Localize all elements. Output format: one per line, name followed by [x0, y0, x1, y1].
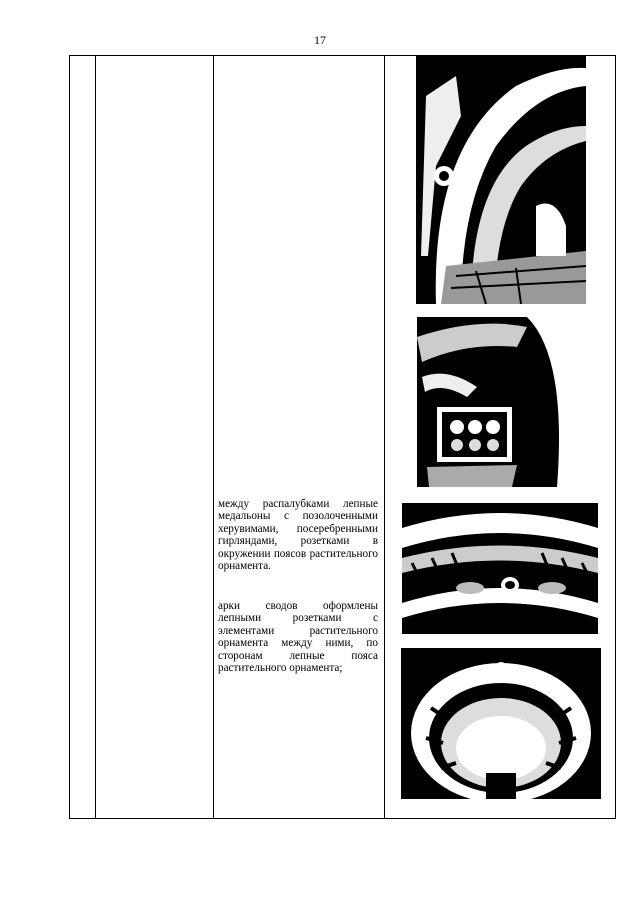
- photo-arched-vault: [416, 56, 586, 304]
- vault-frieze-photo-icon: [402, 503, 598, 634]
- photo-ornamented-pier: [417, 317, 583, 487]
- photo-vault-frieze: [402, 503, 598, 634]
- dome-interior-photo-icon: [401, 648, 601, 799]
- arched-vault-photo-icon: [416, 56, 586, 304]
- photo-dome-interior: [401, 648, 601, 799]
- description-paragraph-2: арки сводов оформлены лепными розетками с элементами растительного орнамента между ними, по сторонам лепные пояса растительного орнамента;: [218, 600, 378, 675]
- page-number: 17: [314, 33, 326, 47]
- column-divider-3: [384, 56, 385, 818]
- ornamented-pier-photo-icon: [417, 317, 583, 487]
- description-cell: [218, 498, 378, 572]
- description-cell-2: [218, 600, 378, 674]
- description-paragraph-1: между распалубками лепные медальоны с позолоченными херувимами, посеребренными гирляндами, розетками в окружении поясов растительного орнамента.: [218, 498, 378, 573]
- column-divider-1: [95, 56, 96, 818]
- column-divider-2: [213, 56, 214, 818]
